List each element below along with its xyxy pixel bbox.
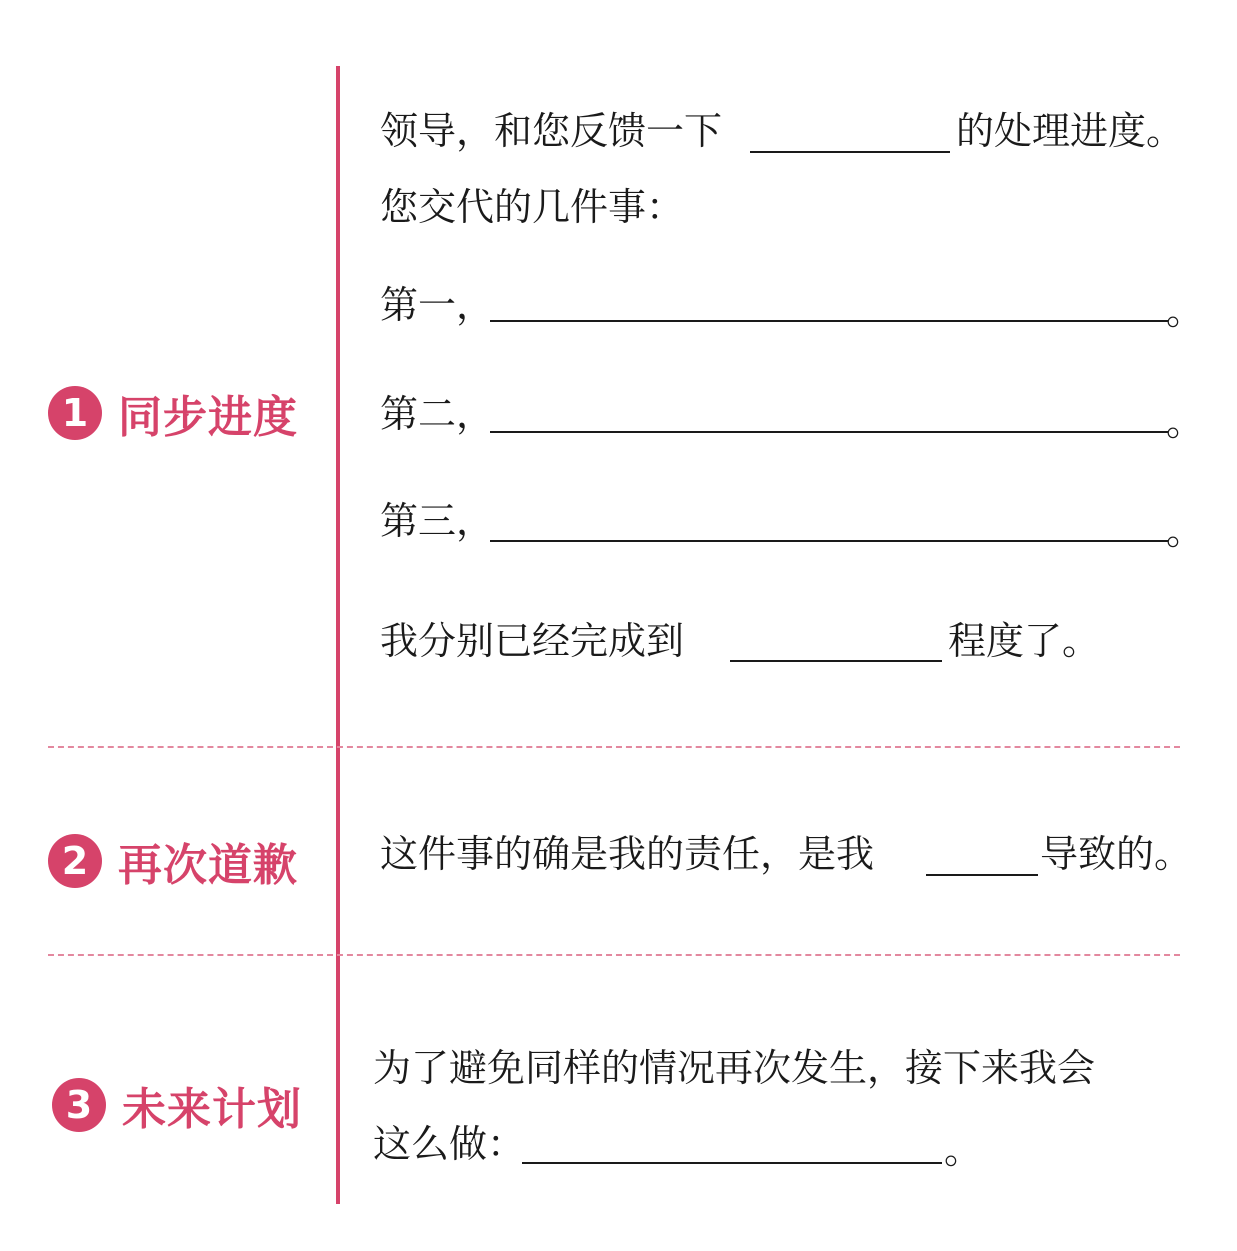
item-3-blank bbox=[490, 540, 1168, 542]
item-1-blank bbox=[490, 320, 1168, 322]
section-divider-1 bbox=[48, 746, 1180, 748]
item-1-label: 第一， bbox=[380, 283, 495, 327]
plan-action-label: 这么做： bbox=[373, 1122, 526, 1166]
vertical-divider bbox=[336, 66, 340, 1204]
completion-blank bbox=[730, 660, 942, 662]
cause-blank bbox=[926, 874, 1038, 876]
task-name-blank bbox=[750, 151, 950, 153]
completion-suffix: 程度了。 bbox=[948, 619, 1101, 663]
step-number-2: 2 bbox=[48, 834, 102, 888]
item-1-period: 。 bbox=[1166, 289, 1205, 333]
plan-action-blank bbox=[522, 1162, 942, 1164]
item-3-period: 。 bbox=[1166, 509, 1205, 553]
plan-period: 。 bbox=[944, 1128, 983, 1172]
step-number-3: 3 bbox=[52, 1078, 106, 1132]
progress-intro-text: 领导，和您反馈一下 bbox=[380, 109, 723, 153]
progress-intro-suffix: 的处理进度。 bbox=[956, 109, 1185, 153]
section-title: 未来计划 bbox=[122, 1084, 302, 1135]
section-label-future-plan bbox=[52, 1073, 302, 1137]
plan-intro-text: 为了避免同样的情况再次发生，接下来我会 bbox=[373, 1046, 1096, 1090]
section-divider-2 bbox=[48, 954, 1180, 956]
item-2-label: 第二， bbox=[380, 392, 495, 436]
item-2-blank bbox=[490, 431, 1168, 433]
step-number-1: 1 bbox=[48, 386, 102, 440]
apology-text: 这件事的确是我的责任，是我 bbox=[380, 832, 875, 876]
apology-suffix: 导致的。 bbox=[1040, 832, 1193, 876]
section-label-apology bbox=[48, 829, 298, 893]
section-title: 再次道歉 bbox=[118, 840, 298, 891]
section-label-sync-progress bbox=[48, 381, 298, 445]
tasks-heading-text: 您交代的几件事： bbox=[380, 185, 685, 229]
completion-text: 我分别已经完成到 bbox=[380, 619, 685, 663]
section-title: 同步进度 bbox=[118, 392, 298, 443]
item-3-label: 第三， bbox=[380, 499, 495, 543]
item-2-period: 。 bbox=[1166, 400, 1205, 444]
